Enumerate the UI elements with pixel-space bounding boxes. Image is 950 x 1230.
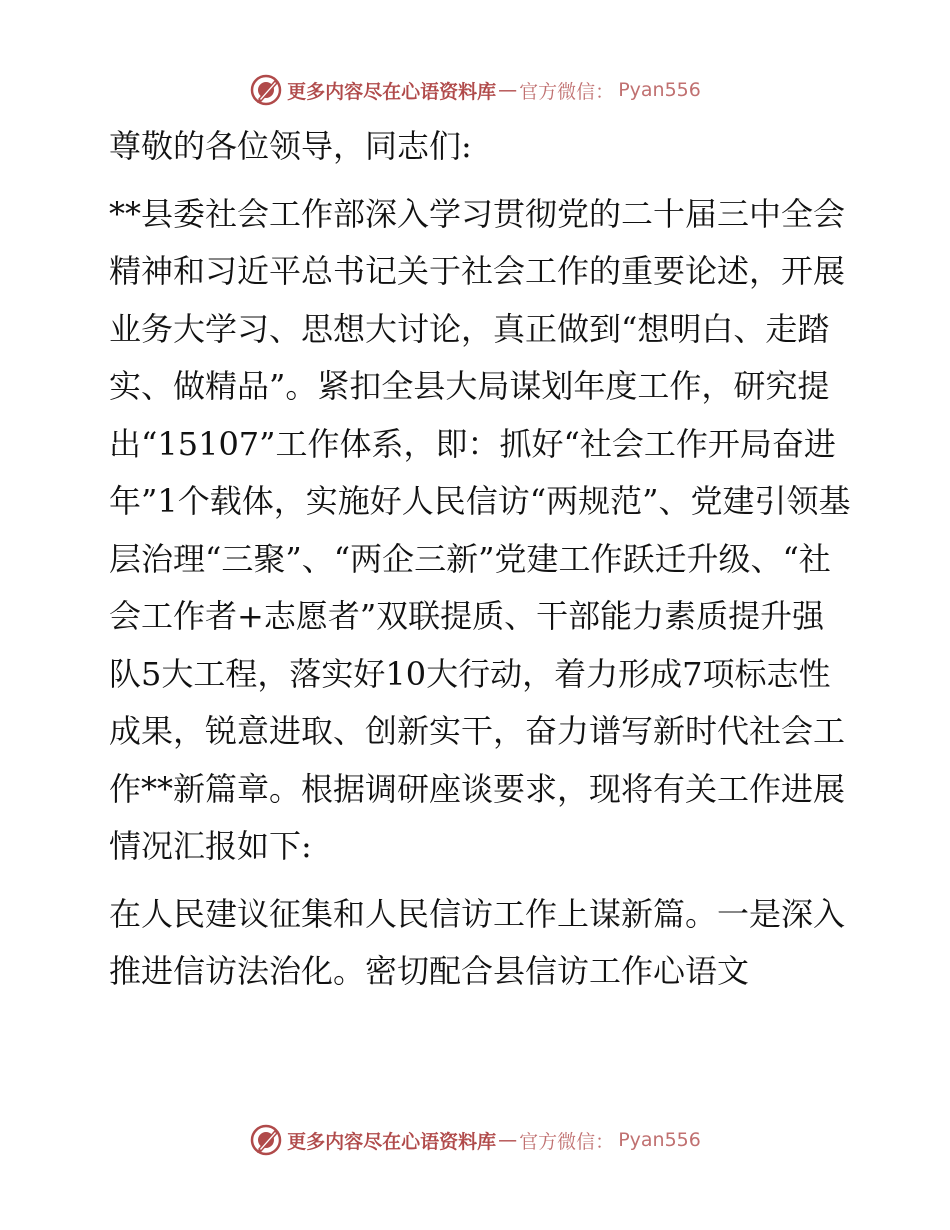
paragraph-intro: **县委社会工作部深入学习贯彻党的二十届三中全会精神和习近平总书记关于社会工作的重要论述，开展业务大学习、思想大讨论，真正做到“想明白、走踏实、做精品”。紧扣全县大局谋划年度工作，研究提出“15107”工作体系，即：抓好“社会工作开局奋进年”1个载体，实施好人民信访“两规范”、党建引领基层治理“三聚”、“两企三新”党建工作跃迁升级、“社会工作者+志愿者”双联提质、干部能力素质提升强队5大工程，落实好10大行动，着力形成7项标志性成果，锐意进取、创新实干，奋力谱写新时代社会工作**新篇章。根据调研座谈要求，现将有关工作进展情况汇报如下: [109, 194, 851, 865]
banner-wechat-label: 官方微信： [519, 1130, 615, 1153]
paragraph-petition: 在人民建议征集和人民信访工作上谋新篇。一是深入推进信访法治化。密切配合县信访工作心语文 [109, 894, 846, 990]
banner-wechat-id: Pyan556 [618, 79, 701, 101]
banner-main-text: 更多内容尽在心语资料库 [287, 1130, 497, 1153]
banner-main-text: 更多内容尽在心语资料库 [287, 80, 497, 103]
header-watermark-banner [0, 70, 950, 110]
banner-separator: — [498, 79, 518, 101]
pen-logo-icon [249, 73, 283, 107]
document-body [97, 118, 853, 1011]
banner-wechat-id: Pyan556 [618, 1129, 701, 1151]
footer-watermark-banner [0, 1120, 950, 1160]
banner-wechat-label: 官方微信： [519, 80, 615, 103]
salutation: 尊敬的各位领导，同志们: [109, 127, 472, 165]
banner-separator: — [498, 1129, 518, 1151]
pen-logo-icon [249, 1123, 283, 1157]
